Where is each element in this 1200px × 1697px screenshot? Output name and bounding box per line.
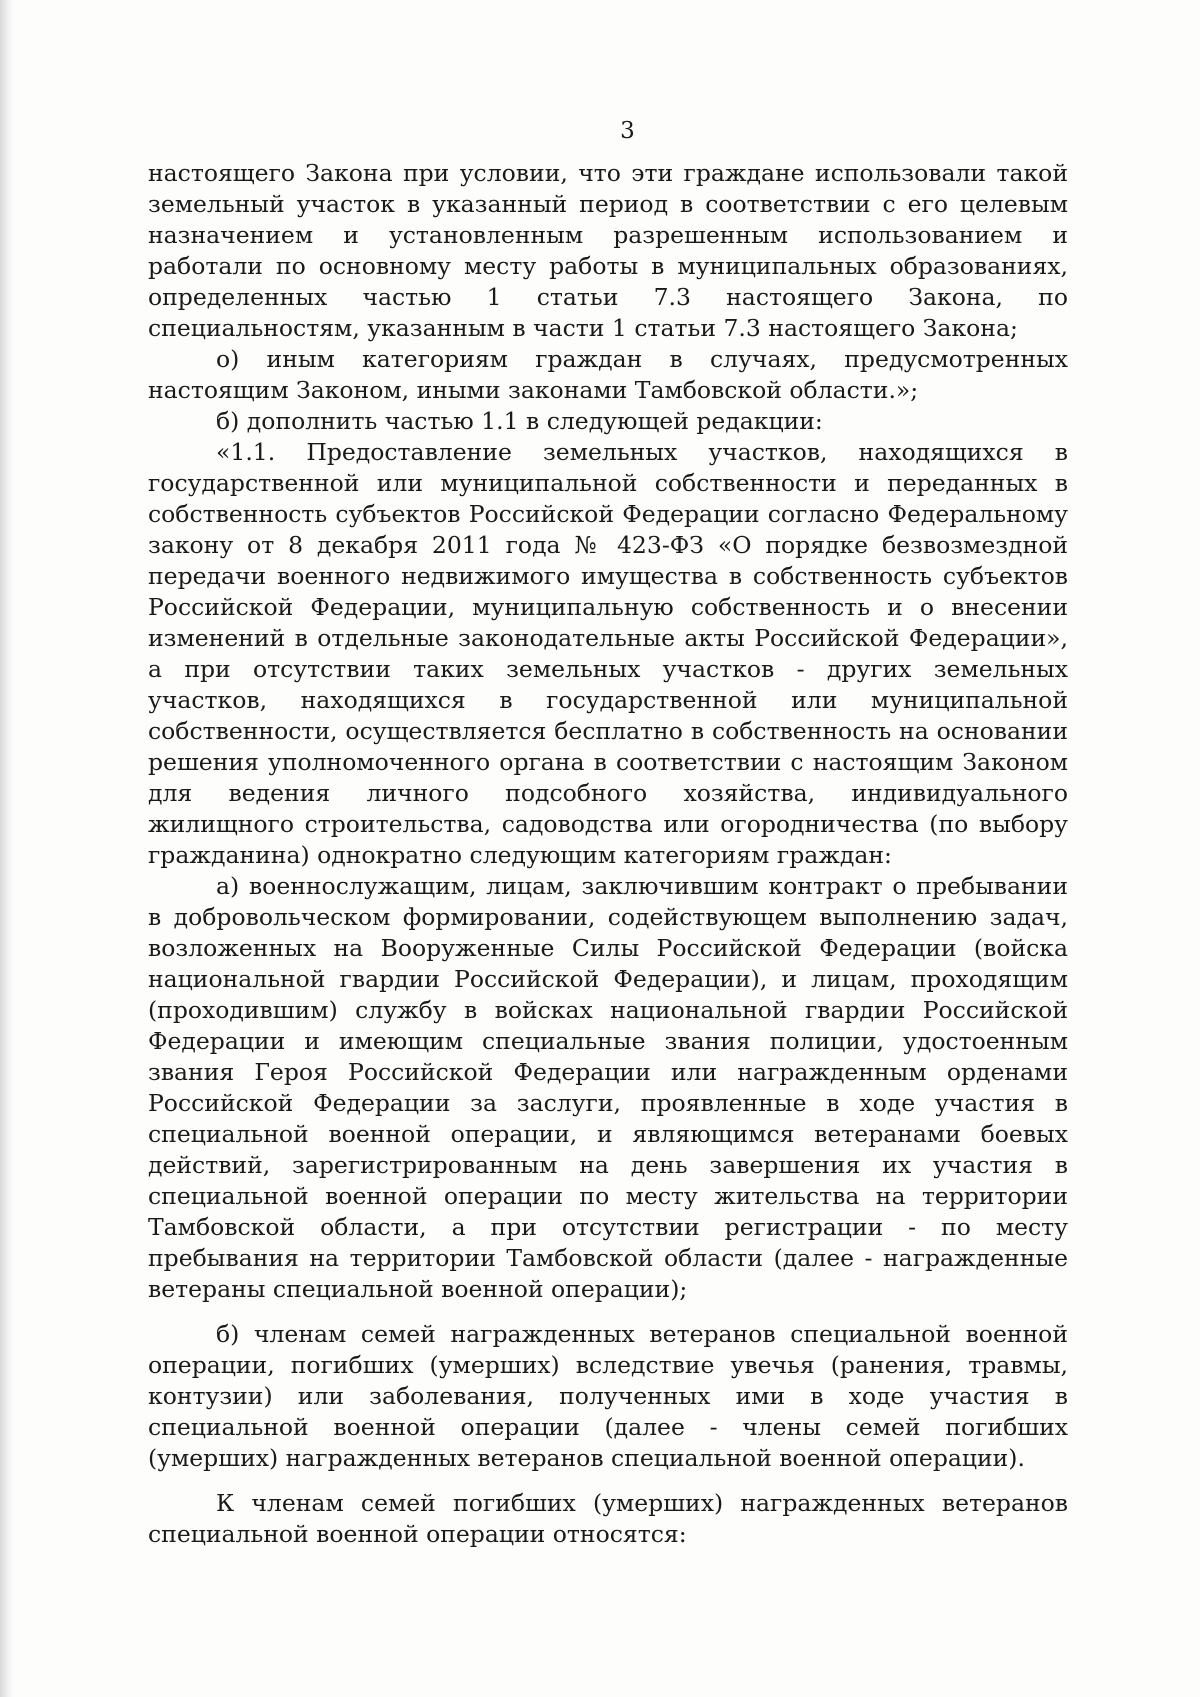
document-body — [148, 158, 1068, 1550]
page-number: 3 — [620, 118, 635, 144]
paragraph-item-a: а) военнослужащим, лицам, заключившим контракт о пребывании в добровольческом формировании, содействующем выполнению задач, возложенных на Вооруженные Силы Российской Федерации (войска национальной гвардии Российской Федерации), и лицам, проходящим (проходившим) службу в войсках национальной гвардии Российской Федерации и имеющим специальные звания полиции, удостоенным звания Героя Российской Федерации или награжденным орденами Российской Федерации за заслуги, проявленные в ходе участия в специальной военной операции, и являющимся ветеранами боевых действий, зарегистрированным на день завершения их участия в специальной военной операции по месту жительства на территории Тамбовской области, а при отсутствии регистрации - по месту пребывания на территории Тамбовской области (далее - награжденные ветераны специальной военной операции); — [148, 872, 1068, 1303]
paragraph-part-1-1: «1.1. Предоставление земельных участков, находящихся в государственной или муниципальной собственности и переданных в собственность субъектов Российской Федерации согласно Федеральному закону от 8 декабря 2011 года № 423-ФЗ «О порядке безвозмездной передачи военного недвижимого имущества в собственность субъектов Российской Федерации, муниципальную собственность и о внесении изменений в отдельные законодательные акты Российской Федерации», а при отсутствии таких земельных участков - других земельных участков, находящихся в государственной или муниципальной собственности, осуществляется бесплатно в собственность на основании решения уполномоченного органа в соответствии с настоящим Законом для ведения личного подсобного хозяйства, индивидуального жилищного строительства, садоводства или огородничества (по выбору гражданина) однократно следующим категориям граждан: — [148, 438, 1068, 869]
paragraph-item-o: о) иным категориям граждан в случаях, предусмотренных настоящим Законом, иными законами Тамбовской области.»; — [148, 345, 1068, 404]
paragraph-family-members: К членам семей погибших (умерших) награжденных ветеранов специальной военной операции относятся: — [148, 1489, 1068, 1548]
paragraph-item-b-amend: б) дополнить частью 1.1 в следующей редакции: — [216, 407, 823, 435]
paragraph-continuation: настоящего Закона при условии, что эти граждане использовали такой земельный участок в указанный период в соответствии с его целевым назначением и установленным разрешенным использованием и работали по основному месту работы в муниципальных образованиях, определенных частью 1 статьи 7.3 настоящего Закона, по специальностям, указанным в части 1 статьи 7.3 настоящего Закона; — [148, 159, 1068, 342]
scan-edge-shadow — [0, 0, 14, 1697]
paragraph-item-b: б) членам семей награжденных ветеранов специальной военной операции, погибших (умерших) вследствие увечья (ранения, травмы, контузии) или заболевания, полученных ими в ходе участия в специальной военной операции (далее - члены семей погибших (умерших) награжденных ветеранов специальной военной операции). — [148, 1320, 1068, 1472]
